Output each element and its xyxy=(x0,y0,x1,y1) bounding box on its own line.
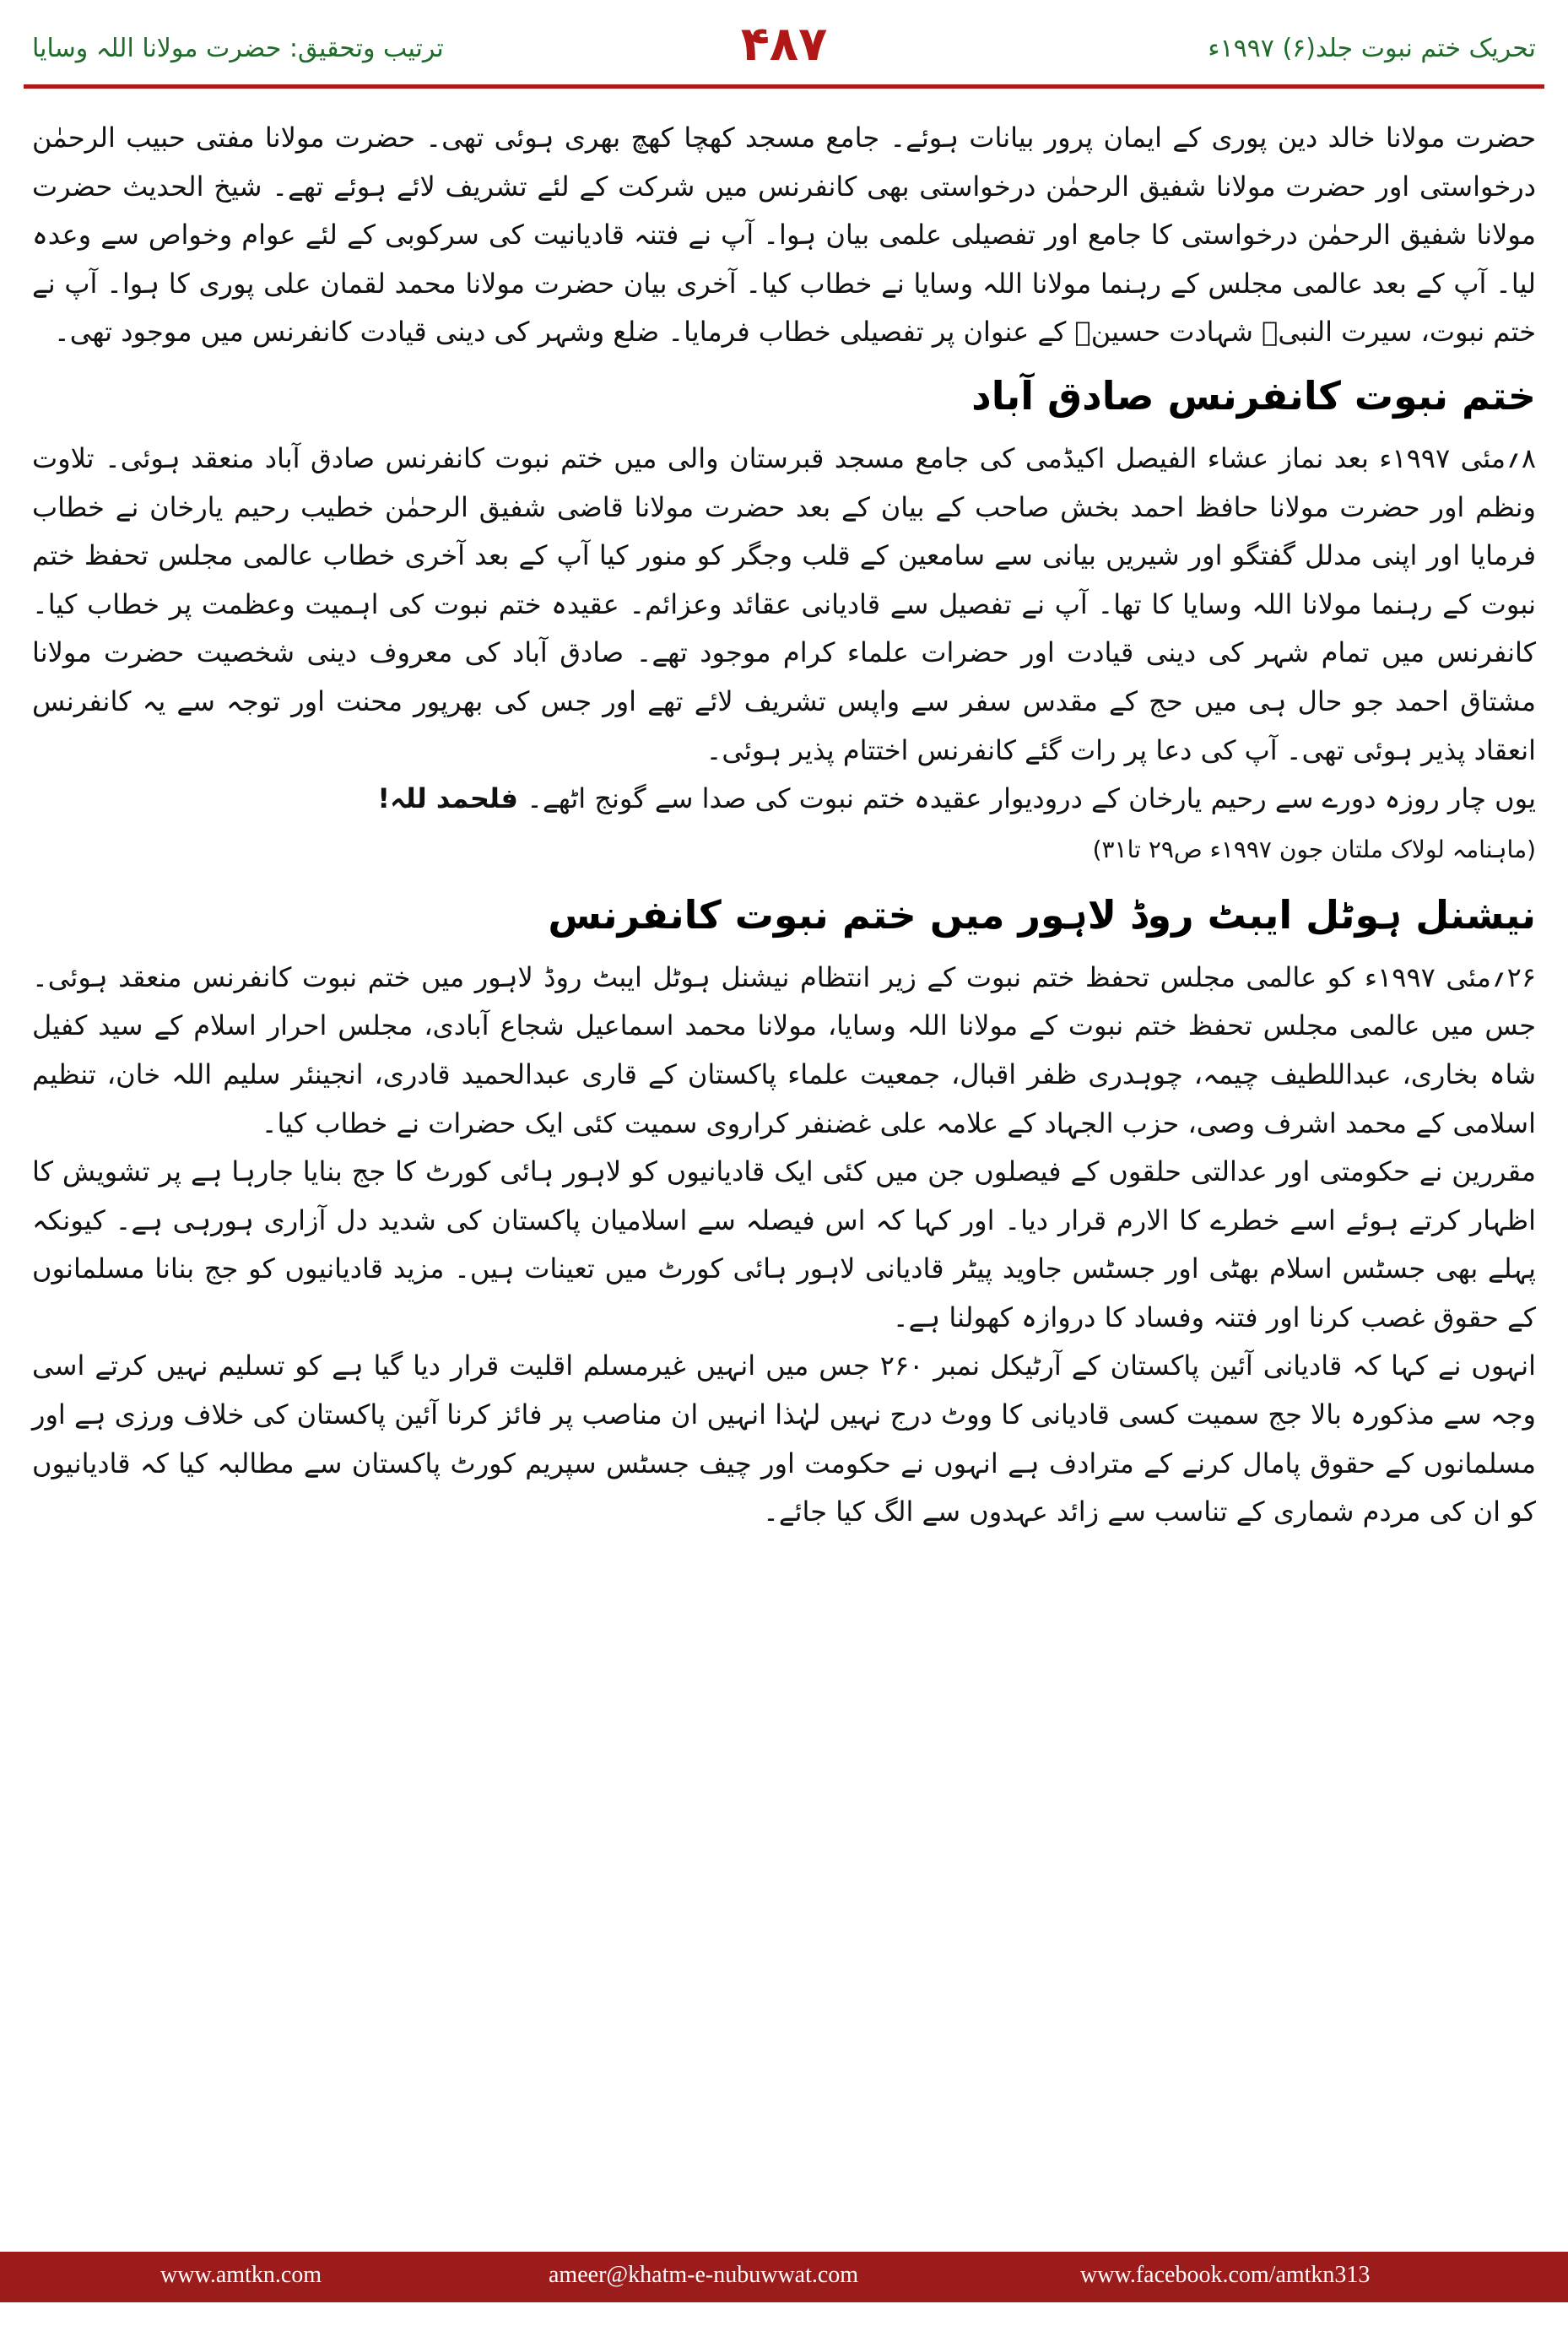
page-body xyxy=(32,114,1536,1537)
page-number: ۴۸۷ xyxy=(740,17,828,72)
section3-paragraph3: انہوں نے کہا کہ قادیانی آئین پاکستان کے آرٹیکل نمبر ۲۶۰ جس میں انہیں غیرمسلم اقلیت قرار دیا گیا ہے کو تسلیم نہیں کرتے اسی وجہ سے مذکورہ بالا جج سمیت کسی قادیانی کا ووٹ درج نہیں لہٰذا انہیں ان مناصب پر فائز کرنا آئین پاکستان کی خلاف ورزی ہے اور مسلمانوں کے حقوق پامال کرنے کے مترادف ہے انہوں نے حکومت اور چیف جسٹس سپریم کورٹ پاکستان سے مطالبہ کیا کہ قادیانیوں کو ان کی مردم شماری کے تناسب سے زائد عہدوں سے الگ کیا جائے۔ xyxy=(32,1349,1537,1528)
section3-paragraph1: ۲۶؍مئی ۱۹۹۷ء کو عالمی مجلس تحفظ ختم نبوت کے زیر انتظام نیشنل ہوٹل ایبٹ روڈ لاہور میں ختم نبوت کانفرنس منعقد ہوئی۔ جس میں عالمی مجلس تحفظ ختم نبوت کے مولانا اللہ وسایا، مولانا محمد اسماعیل شجاع آبادی، مجلس احرار اسلام کے سید کفیل شاہ بخاری، عبداللطیف چیمہ، چوہدری ظفر اقبال، جمعیت علماء پاکستان کے قاری عبدالحمید قادری، انجینئر سلیم اللہ خان، تنظیم اسلامی کے محمد اشرف وصی، حزب الجہاد کے علامہ علی غضنفر کراروی سمیت کئی ایک حضرات نے خطاب کیا۔ xyxy=(32,960,1537,1139)
footer-facebook-link[interactable]: www.facebook.com/amtkn313 xyxy=(1080,2262,1371,2288)
page-footer xyxy=(0,2252,1568,2302)
page-header xyxy=(0,0,1568,81)
section1-paragraph: حضرت مولانا خالد دین پوری کے ایمان پرور بیانات ہوئے۔ جامع مسجد کھچا کھچ بھری ہوئی تھی۔ حضرت مولانا مفتی حبیب الرحمٰن درخواستی اور حضرت مولانا شفیق الرحمٰن درخواستی بھی کانفرنس میں شرکت کے لئے تشریف لائے ہوئے تھے۔ شیخ الحدیث حضرت مولانا شفیق الرحمٰن درخواستی کا جامع اور تفصیلی علمی بیان ہوا۔ آپ نے فتنہ قادیانیت کی سرکوبی کے لئے عوام وخواص سے وعدہ لیا۔ آپ کے بعد عالمی مجلس کے رہنما مولانا اللہ وسایا نے خطاب کیا۔ آخری بیان حضرت مولانا محمد لقمان علی پوری کا ہوا۔ آپ نے ختم نبوت، سیرت النبیﷺ شہادت حسینؓ کے عنوان پر تفصیلی خطاب فرمایا۔ ضلع وشہر کی دینی قیادت کانفرنس میں موجود تھی۔ xyxy=(32,122,1536,349)
section3-paragraph2: مقررین نے حکومتی اور عدالتی حلقوں کے فیصلوں جن میں کئی ایک قادیانیوں کو لاہور ہائی کورٹ کا جج بنایا جارہا ہے پر تشویش کا اظہار کرتے ہوئے اسے خطرے کا الارم قرار دیا۔ اور کہا کہ اس فیصلہ سے اسلامیان پاکستان کی شدید دل آزاری ہورہی ہے۔ کیونکہ پہلے بھی جسٹس اسلام بھٹی اور جسٹس جاوید پیٹر قادیانی لاہور ہائی کورٹ میں تعینات ہیں۔ مزید قادیانیوں کو جج بنانا مسلمانوں کے حقوق غصب کرنا اور فتنہ وفساد کا دروازہ کھولنا ہے۔ xyxy=(32,1155,1537,1333)
header-book-title: تحریک ختم نبوت جلد(۶) ۱۹۹۷ء xyxy=(1208,34,1536,63)
section2-closing-bold: فلحمد للہ! xyxy=(377,782,518,815)
section2-citation: (ماہنامہ لولاک ملتان جون ۱۹۹۷ء ص۲۹ تا۳۱) xyxy=(1092,835,1536,863)
footer-email-link[interactable]: ameer@khatm-e-nubuwwat.com xyxy=(549,2262,859,2288)
section3-heading: نیشنل ہوٹل ایبٹ روڈ لاہور میں ختم نبوت کانفرنس xyxy=(548,891,1536,938)
section2-paragraph: ۸؍مئی ۱۹۹۷ء بعد نماز عشاء الفیصل اکیڈمی کی جامع مسجد قبرستان والی میں ختم نبوت کانفرنس صادق آباد منعقد ہوئی۔ تلاوت ونظم اور حضرت مولانا حافظ احمد بخش صاحب کے بیان کے بعد حضرت مولانا قاضی شفیق الرحمٰن خطیب رحیم یارخان نے خطاب فرمایا اور اپنی مدلل گفتگو اور شیریں بیانی سے سامعین کے قلب وجگر کو منور کیا آپ کے بعد آخری خطاب عالمی مجلس تحفظ ختم نبوت کے رہنما مولانا اللہ وسایا کا تھا۔ آپ نے تفصیل سے قادیانی عقائد وعزائم۔ عقیدہ ختم نبوت کی اہمیت وعظمت پر خطاب کیا۔ کانفرنس میں تمام شہر کی دینی قیادت اور حضرات علماء کرام موجود تھے۔ صادق آباد کی معروف دینی شخصیت حضرت مولانا مشتاق احمد جو حال ہی میں حج کے مقدس سفر سے واپس تشریف لائے تھے اور جس کی بھرپور محنت اور توجہ سے یہ کانفرنس انعقاد پذیر ہوئی تھی۔ آپ کی دعا پر رات گئے کانفرنس اختتام پذیر ہوئی۔ xyxy=(32,441,1537,766)
section2-closing xyxy=(32,775,1536,824)
header-divider xyxy=(24,84,1544,89)
section2-closing-text: یوں چار روزہ دورے سے رحیم یارخان کے درودیوار عقیدہ ختم نبوت کی صدا سے گونج اٹھے۔ xyxy=(527,782,1536,815)
section2-heading: ختم نبوت کانفرنس صادق آباد xyxy=(971,372,1536,419)
header-compiler-credit: ترتیب وتحقیق: حضرت مولانا اللہ وسایا xyxy=(32,34,444,63)
footer-website-link[interactable]: www.amtkn.com xyxy=(160,2262,322,2288)
